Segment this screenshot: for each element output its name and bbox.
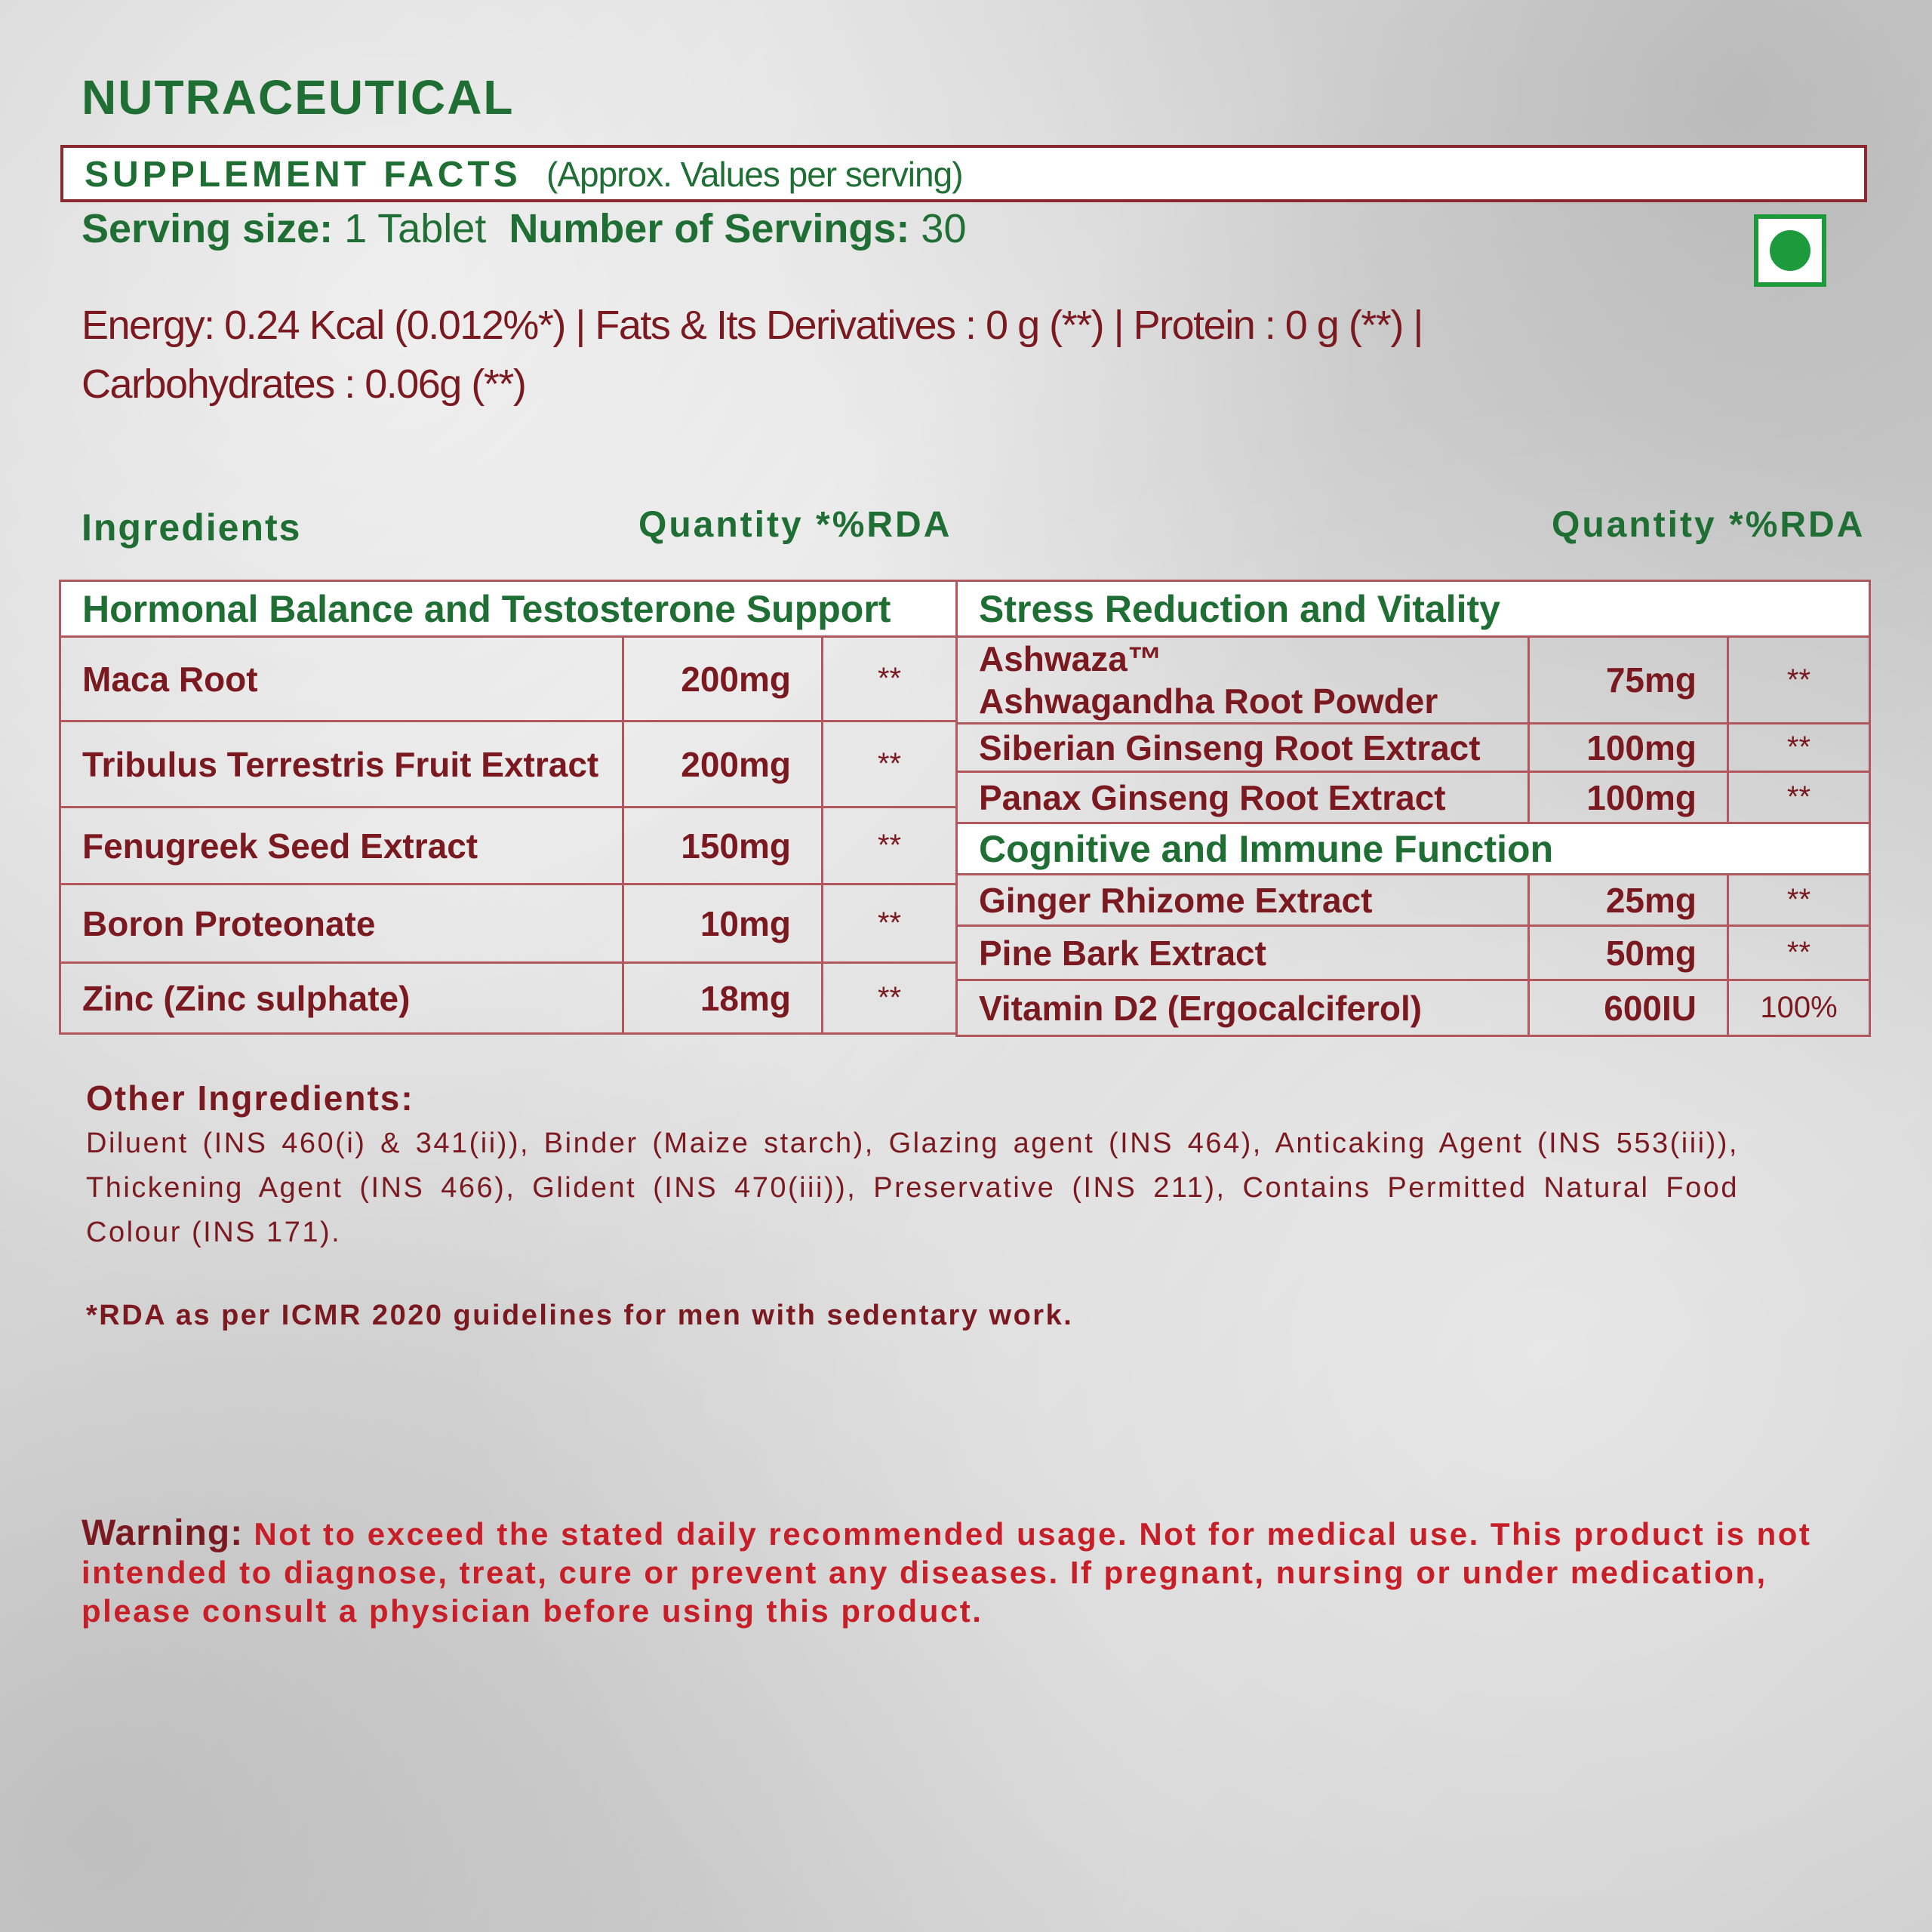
table-row bbox=[957, 980, 1870, 1036]
ingredient-name: Fenugreek Seed Extract bbox=[60, 808, 623, 884]
other-ingredients-title: Other Ingredients: bbox=[86, 1078, 414, 1118]
serving-size-label: Serving size: bbox=[82, 206, 334, 251]
ingredient-name bbox=[957, 637, 1529, 724]
ingredient-rda: ** bbox=[1728, 875, 1870, 926]
serving-info bbox=[82, 205, 967, 252]
ingredient-qty: 10mg bbox=[623, 884, 823, 963]
ingredient-qty: 18mg bbox=[623, 963, 823, 1034]
section-title-hormonal: Hormonal Balance and Testosterone Support bbox=[60, 581, 957, 637]
ingredient-name: Siberian Ginseng Root Extract bbox=[957, 724, 1529, 772]
servings-count-value: 30 bbox=[921, 206, 967, 251]
servings-count-label: Number of Servings: bbox=[509, 206, 910, 251]
ingredients-table-left bbox=[59, 580, 958, 1035]
ingredients-column-header: Ingredients bbox=[82, 506, 302, 549]
ingredient-qty: 600IU bbox=[1529, 980, 1728, 1036]
rda-footnote: *RDA as per ICMR 2020 guidelines for men with sedentary work. bbox=[86, 1300, 1074, 1331]
ingredient-qty: 100mg bbox=[1529, 724, 1728, 772]
section-row bbox=[60, 581, 957, 637]
ingredient-name: Ginger Rhizome Extract bbox=[957, 875, 1529, 926]
ingredient-rda: ** bbox=[1728, 926, 1870, 980]
table-row bbox=[957, 724, 1870, 772]
supplement-facts-title: SUPPLEMENT FACTS bbox=[85, 155, 521, 195]
ingredient-rda: ** bbox=[1728, 772, 1870, 823]
ingredient-qty: 150mg bbox=[623, 808, 823, 884]
table-row bbox=[957, 637, 1870, 724]
quantity-rda-header-right: Quantity *%RDA bbox=[1552, 505, 1866, 545]
warning-label: Warning: bbox=[82, 1513, 244, 1553]
nutrition-line-1: Energy: 0.24 Kcal (0.012%*) | Fats & Its Derivatives : 0 g (**) | Protein : 0 g (**) | bbox=[82, 303, 1423, 348]
ingredient-qty: 100mg bbox=[1529, 772, 1728, 823]
supplement-facts-header bbox=[60, 145, 1867, 202]
brand-title: NUTRACEUTICAL bbox=[82, 70, 515, 125]
table-row bbox=[60, 884, 957, 963]
section-title-cognitive: Cognitive and Immune Function bbox=[957, 823, 1870, 875]
ingredient-rda: ** bbox=[1728, 724, 1870, 772]
ingredient-name: Maca Root bbox=[60, 637, 623, 721]
nutrition-line-2: Carbohydrates : 0.06g (**) bbox=[82, 361, 526, 407]
ingredient-rda: ** bbox=[1728, 637, 1870, 724]
ingredient-rda: 100% bbox=[1728, 980, 1870, 1036]
ingredient-qty: 25mg bbox=[1529, 875, 1728, 926]
quantity-rda-header-left: Quantity *%RDA bbox=[638, 505, 952, 545]
ingredients-table-right bbox=[955, 580, 1871, 1037]
ingredient-qty: 50mg bbox=[1529, 926, 1728, 980]
table-row bbox=[957, 772, 1870, 823]
veg-symbol-icon bbox=[1754, 214, 1826, 287]
ingredient-name: Vitamin D2 (Ergocalciferol) bbox=[957, 980, 1529, 1036]
ingredient-qty: 75mg bbox=[1529, 637, 1728, 724]
nutrition-values bbox=[82, 296, 1591, 414]
table-row bbox=[957, 875, 1870, 926]
ingredient-name: Boron Proteonate bbox=[60, 884, 623, 963]
table-row bbox=[60, 963, 957, 1034]
ingredient-rda: ** bbox=[823, 884, 957, 963]
ingredient-name: Zinc (Zinc sulphate) bbox=[60, 963, 623, 1034]
section-row bbox=[957, 823, 1870, 875]
ingredient-full-name: Ashwagandha Root Powder bbox=[979, 681, 1438, 721]
ingredient-rda: ** bbox=[823, 963, 957, 1034]
warning-block bbox=[82, 1514, 1870, 1630]
supplement-facts-subtitle: (Approx. Values per serving) bbox=[546, 155, 963, 194]
section-row bbox=[957, 581, 1870, 637]
table-row bbox=[957, 926, 1870, 980]
ingredient-name: Panax Ginseng Root Extract bbox=[957, 772, 1529, 823]
table-row bbox=[60, 721, 957, 808]
serving-size-value: 1 Tablet bbox=[344, 206, 487, 251]
warning-text: Not to exceed the stated daily recommended usage. Not for medical use. This product is not intended to diagnose, treat, cure or prevent any diseases. If pregnant, nursing or under medication, please consult a physician before using this product. bbox=[82, 1516, 1812, 1629]
ingredient-qty: 200mg bbox=[623, 637, 823, 721]
ingredient-brand-name: Ashwaza™ bbox=[979, 639, 1162, 678]
ingredient-rda: ** bbox=[823, 808, 957, 884]
ingredient-qty: 200mg bbox=[623, 721, 823, 808]
table-row bbox=[60, 808, 957, 884]
ingredient-rda: ** bbox=[823, 721, 957, 808]
veg-dot bbox=[1770, 230, 1810, 271]
section-title-stress: Stress Reduction and Vitality bbox=[957, 581, 1870, 637]
other-ingredients-text: Diluent (INS 460(i) & 341(ii)), Binder (Maize starch), Glazing agent (INS 464), Anticaking Agent (INS 553(iii)), Thickening Agent (INS 466), Glident (INS 470(iii)), Preservative (INS 211), Contains Permitted Natural Food Colour (INS 171). bbox=[86, 1128, 1739, 1248]
table-row bbox=[60, 637, 957, 721]
ingredient-name: Tribulus Terrestris Fruit Extract bbox=[60, 721, 623, 808]
ingredient-name: Pine Bark Extract bbox=[957, 926, 1529, 980]
ingredient-rda: ** bbox=[823, 637, 957, 721]
